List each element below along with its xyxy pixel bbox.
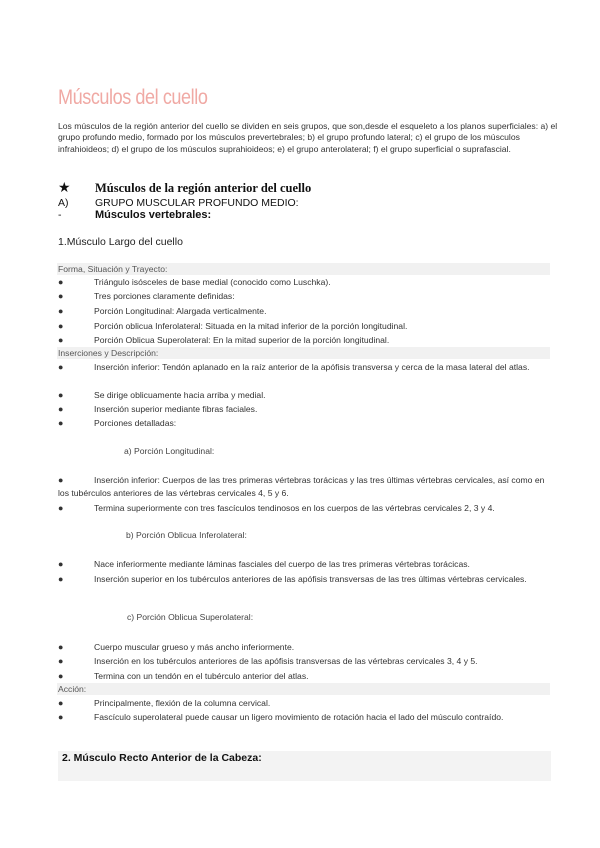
list-item-text: Tres porciones claramente definidas: bbox=[94, 291, 235, 301]
list-item-text: Inserción superior mediante fibras faciales. bbox=[94, 404, 258, 414]
list-item-text: Se dirige oblicuamente hacia arriba y medial. bbox=[94, 390, 266, 400]
muscle-2-block bbox=[58, 751, 551, 781]
list-item bbox=[58, 361, 553, 374]
bullet-icon: ● bbox=[58, 559, 64, 569]
group-marker: A) bbox=[58, 197, 69, 209]
list-item bbox=[58, 573, 553, 586]
list-item-text: Termina superiormente con tres fascículos tendinosos en los cuerpos de las vértebras cervicales 2, 3 y 4. bbox=[94, 503, 495, 513]
list-item-text: Cuerpo muscular grueso y más ancho inferiormente. bbox=[94, 642, 295, 652]
bullet-icon: ● bbox=[58, 671, 64, 681]
bullet-icon: ● bbox=[58, 418, 64, 428]
label-action: Acción: bbox=[57, 683, 550, 695]
muscle-1-title: 1.Músculo Largo del cuello bbox=[58, 236, 183, 248]
list-item-text: Termina con un tendón en el tubérculo anterior del atlas. bbox=[94, 671, 309, 681]
bullet-icon: ● bbox=[58, 503, 64, 513]
list-item-text: Principalmente, flexión de la columna cervical. bbox=[94, 698, 271, 708]
label-form: Forma, Situación y Trayecto: bbox=[57, 263, 550, 275]
portion-c-heading: c) Porción Oblicua Superolateral: bbox=[127, 612, 254, 622]
list-item-text: Porción Longitudinal: Alargada verticalmente. bbox=[94, 306, 267, 316]
portion-b-heading: b) Porción Oblicua Inferolateral: bbox=[126, 530, 247, 540]
bullet-icon: ● bbox=[58, 404, 64, 414]
list-item-text: Nace inferiormente mediante láminas fasciales del cuerpo de las tres primeras vértebras torácicas. bbox=[94, 559, 470, 569]
bullet-icon: ● bbox=[58, 574, 64, 584]
bullet-icon: ● bbox=[58, 656, 64, 666]
bullet-icon: ● bbox=[58, 335, 64, 345]
subgroup-heading bbox=[58, 209, 558, 222]
list-item-text: Inserción inferior: Tendón aplanado en la raíz anterior de la apófisis transversa y cerca de la masa lateral del atlas. bbox=[94, 362, 530, 372]
bullet-icon: ● bbox=[58, 390, 64, 400]
bullet-icon: ● bbox=[58, 291, 64, 301]
muscle-2-title: 2. Músculo Recto Anterior de la Cabeza: bbox=[62, 752, 262, 764]
intro-paragraph: Los músculos de la región anterior del cuello se dividen en seis grupos, que son,desde el esqueleto a los planos superficiales: a) el grupo profundo medio, formado por los músculos prevertebrales; b) el grupo profundo lateral; c) el grupo de los músculos infrahioideos; d) el grupo de los músculos suprahioideos; e) el grupo anterolateral; f) el grupo superficial o suprafascial. bbox=[58, 121, 558, 154]
bullet-icon: ● bbox=[58, 277, 64, 287]
list-item bbox=[58, 474, 553, 500]
bullet-icon: ● bbox=[58, 475, 64, 485]
bullet-icon: ● bbox=[58, 306, 64, 316]
bullet-icon: ● bbox=[58, 712, 64, 722]
list-item-text: Porción Oblicua Superolateral: En la mitad superior de la porción longitudinal. bbox=[94, 335, 390, 345]
list-item-text: Porción oblicua Inferolateral: Situada en la mitad inferior de la porción longitudinal. bbox=[94, 321, 408, 331]
list-item-text: Inserción en los tubérculos anteriores de las apófisis transversas de las vértebras cervicales 3, 4 y 5. bbox=[94, 656, 478, 666]
star-icon: ★ bbox=[58, 179, 71, 195]
page-title: Músculos del cuello bbox=[58, 86, 208, 109]
list-item-text: Porciones detalladas: bbox=[94, 418, 177, 428]
bullet-icon: ● bbox=[58, 698, 64, 708]
list-item-text: Inserción superior en los tubérculos anteriores de las apófisis transversas de las tres últimas vértebras cervicales. bbox=[94, 574, 527, 584]
group-heading-text: GRUPO MUSCULAR PROFUNDO MEDIO: bbox=[95, 197, 299, 209]
list-item-text: Triángulo isósceles de base medial (conocido como Luschka). bbox=[94, 277, 331, 287]
subgroup-heading-text: Músculos vertebrales: bbox=[95, 209, 212, 221]
section-heading-text: Músculos de la región anterior del cuello bbox=[95, 181, 312, 195]
subgroup-marker: - bbox=[58, 209, 62, 221]
bullet-icon: ● bbox=[58, 362, 64, 372]
list-item-text: Fascículo superolateral puede causar un ligero movimiento de rotación hacia el lado del músculo contraído. bbox=[94, 712, 504, 722]
section-heading bbox=[58, 181, 558, 195]
portion-a-heading: a) Porción Longitudinal: bbox=[124, 446, 215, 456]
bullet-icon: ● bbox=[58, 642, 64, 652]
label-insertions: Inserciones y Descripción: bbox=[57, 347, 550, 359]
list-item-text: Inserción inferior: Cuerpos de las tres primeras vértebras torácicas y las tres últimas vértebras cervicales, así como en los tubérculos anteriores de las vértebras cervicales 4, 5 y 6. bbox=[58, 475, 545, 498]
list-item bbox=[58, 711, 553, 724]
bullet-icon: ● bbox=[58, 321, 64, 331]
